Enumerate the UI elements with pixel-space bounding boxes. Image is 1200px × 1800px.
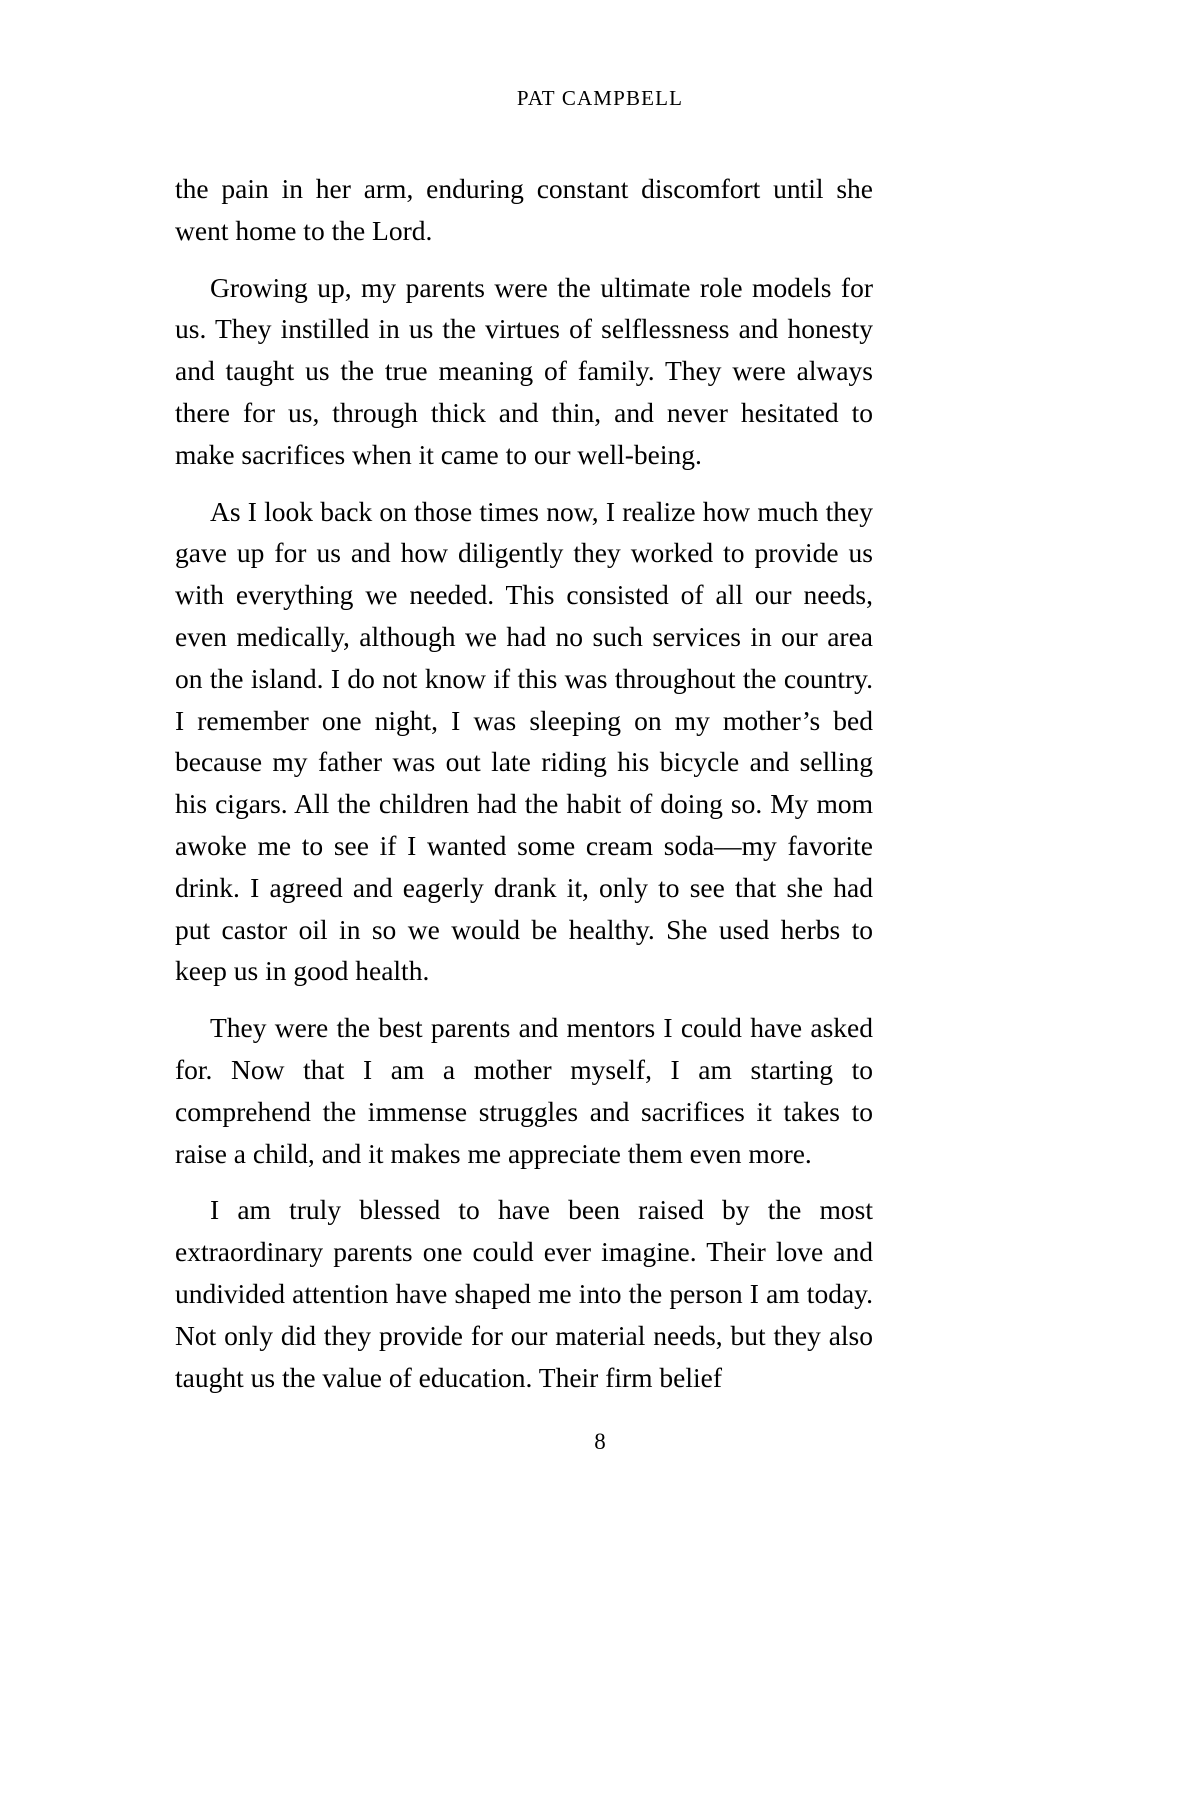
- paragraph: As I look back on those times now, I realize how much they gave up for us and how diligently they worked to provide us with everything we needed. This consisted of all our needs, even medically, although we had no such services in our area on the island. I do not know if this was throughout the country. I remember one night, I was sleeping on my mother’s bed because my father was out late riding his bicycle and selling his cigars. All the children had the habit of doing so. My mom awoke me to see if I wanted some cream soda—my favorite drink. I agreed and eagerly drank it, only to see that she had put castor oil in so we would be healthy. She used herbs to keep us in good health.: [175, 495, 873, 987]
- paragraph-continuation: the pain in her arm, enduring constant discomfort until she went home to the Lord.: [175, 173, 873, 246]
- page-number: 8: [594, 1429, 606, 1454]
- paragraph: Growing up, my parents were the ultimate role models for us. They instilled in us the virtues of selflessness and honesty and taught us the true meaning of family. They were always there for us, through thick and thin, and never hesitated to make sacrifices when it came to our well-being.: [175, 271, 873, 470]
- paragraph: They were the best parents and mentors I could have asked for. Now that I am a mother myself, I am starting to comprehend the immense struggles and sacrifices it takes to raise a child, and it makes me appreciate them even more.: [175, 1012, 873, 1169]
- body-text-block: [175, 168, 873, 1398]
- paragraph: I am truly blessed to have been raised by the most extraordinary parents one could ever imagine. Their love and undivided attention have shaped me into the person I am today. Not only did they provide for our material needs, but they also taught us the value of education. Their firm belief: [175, 1194, 873, 1393]
- running-head: PAT CAMPBELL: [516, 86, 684, 110]
